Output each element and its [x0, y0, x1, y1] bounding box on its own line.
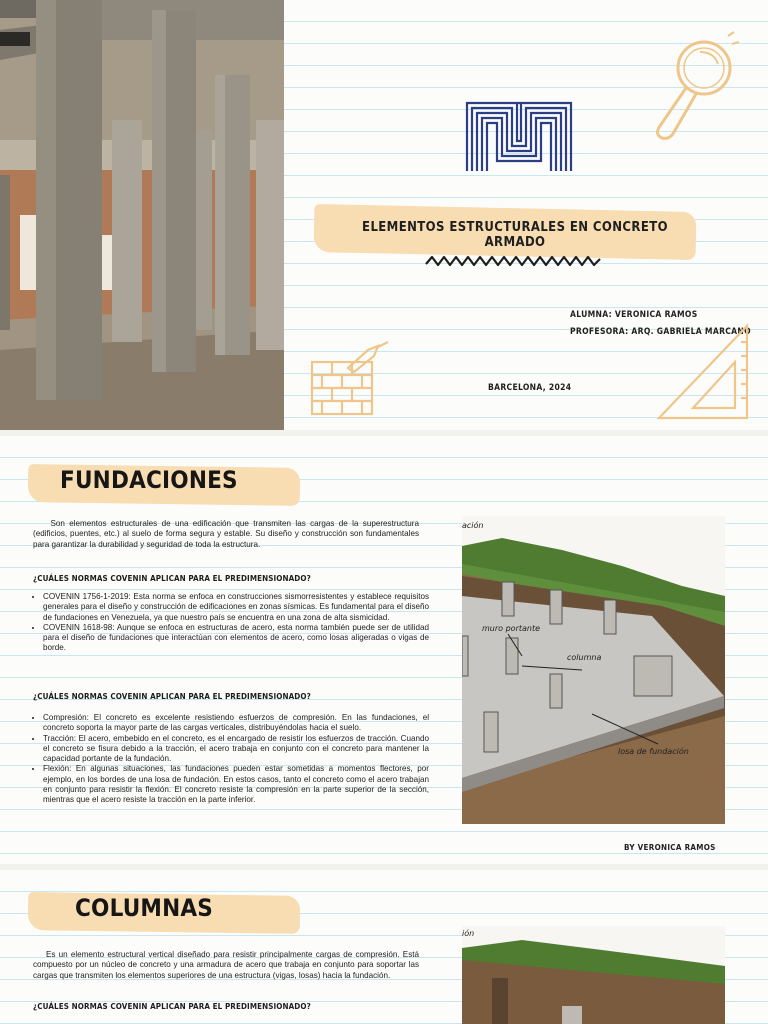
intro-paragraph: Son elementos estructurales de una edificación que transmiten las cargas de la superestructura (edificios, puentes, etc.) al suelo de forma segura y estable. Su diseño y construcción son fundamentales para garantizar la durabilidad y seguridad de toda la estructura.	[33, 519, 420, 549]
place-date: BARCELONA, 2024	[488, 383, 572, 393]
magnifying-glass-icon	[640, 30, 740, 146]
section-heading: FUNDACIONES	[60, 466, 238, 494]
concrete-columns-photo	[0, 0, 284, 430]
byline: BY VERONICA RAMOS	[624, 843, 716, 852]
university-logo	[465, 101, 573, 173]
sketch-label: columna	[567, 653, 602, 662]
sketch-label: ión	[462, 929, 475, 938]
norms-list	[33, 592, 429, 654]
intro-paragraph: Es un elemento estructural vertical diseñado para resistir principalmente cargas de compresión. Está compuesto por un núcleo de concreto y una armadura de acero que trabaja en conjunto para soportar las cargas que transmiten los elementos superiores de una estructura (vigas, losas) hacia la fundación.	[33, 950, 419, 980]
cover-page	[0, 0, 768, 430]
sketch-label: ación	[462, 521, 484, 530]
question-heading: ¿CUÁLES NORMAS COVENIN APLICAN PARA EL PREDIMENSIONADO?	[33, 1002, 311, 1011]
zigzag-divider	[424, 254, 602, 268]
list-item: • Compresión: El concreto es excelente resistiendo esfuerzos de compresión. En las fundaciones, el concreto soporta la mayor parte de las cargas verticales, distribuyéndolas hacia el suelo.	[43, 713, 429, 734]
fundaciones-page	[0, 436, 768, 864]
brick-trowel-icon	[308, 340, 392, 416]
list-item: • COVENIN 1756-1-2019: Esta norma se enfoca en construcciones sismorresistentes y establece requisitos generales para el diseño y construcción de edificaciones en zonas sísmicas. Es fundamental para el diseño de fundaciones en Venezuela, ya que nuestro país se encuentra en una zona de alta sismicidad.	[43, 592, 429, 623]
list-item: • Flexión: En algunas situaciones, las fundaciones pueden estar sometidas a momentos flectores, por ejemplo, en los bordes de una losa de fundación. En estos casos, tanto el concreto como el acero trabajan en conjunto para resistir la flexión. El concreto resiste la compresión en la parte superior de la sección, mientras que el acero resiste la tracción en la parte inferior.	[43, 764, 429, 805]
foundation-sketch	[462, 516, 725, 824]
column-sketch	[462, 926, 725, 1024]
document-title: ELEMENTOS ESTRUCTURALES EN CONCRETO ARMADO	[362, 220, 668, 250]
question-heading: ¿CUÁLES NORMAS COVENIN APLICAN PARA EL PREDIMENSIONADO?	[33, 574, 311, 583]
list-item: • Tracción: El acero, embebido en el concreto, es el encargado de resistir los esfuerzos de tracción. Cuando el concreto se fisura debido a la tracción, el acero trabaja en conjunto con el concreto para mantener la capacidad portante de la fundación.	[43, 734, 429, 765]
section-heading: COLUMNAS	[75, 894, 214, 922]
columnas-page	[0, 870, 768, 1024]
student-name: ALUMNA: VERONICA RAMOS	[570, 310, 698, 320]
question-heading: ¿CUÁLES NORMAS COVENIN APLICAN PARA EL PREDIMENSIONADO?	[33, 692, 311, 701]
set-square-icon	[655, 322, 753, 422]
efforts-list	[33, 713, 429, 806]
sketch-label: muro portante	[482, 624, 541, 633]
teacher-name: PROFESORA: ARQ. GABRIELA MARCANO	[570, 327, 751, 337]
list-item: • COVENIN 1618-98: Aunque se enfoca en estructuras de acero, esta norma también puede ser de utilidad para el diseño de fundaciones que interactúan con elementos de acero, como losas aligeradas o vigas de borde.	[43, 623, 429, 654]
sketch-label: losa de fundación	[618, 747, 689, 756]
